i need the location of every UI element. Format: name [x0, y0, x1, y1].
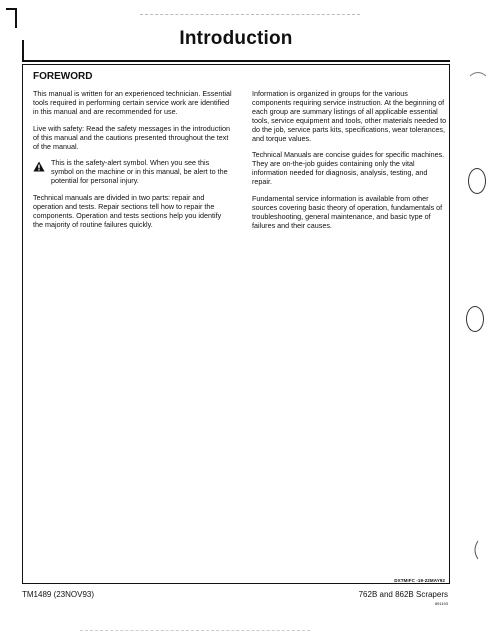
page-code: 891193 — [434, 601, 448, 606]
corner-mark-icon — [5, 6, 19, 30]
left-paragraph-1: This manual is written for an experienced technician. Essential tools required in performing certain service work are identified in this manual and are recommended for use. — [33, 89, 232, 116]
right-paragraph-2: Technical Manuals are concise guides for specific machines. They are on-the-job guides containing only the vital information needed for diagnosis, analysis, testing, and repair. — [252, 150, 445, 187]
binder-mark-icon — [469, 70, 487, 78]
left-paragraph-3: Technical manuals are divided in two parts: repair and operation and tests. Repair sections tell how to repair the components. Operation and tests sections help you identify the majority of routine failures quickly. — [33, 193, 222, 229]
page-title: Introduction — [179, 28, 293, 49]
left-column — [33, 90, 233, 238]
scan-artifact-top — [140, 14, 360, 15]
reference-code: DXTMIFC -19-22MAY92 — [394, 578, 445, 583]
product-name: 762B and 862B Scrapers — [358, 590, 448, 599]
binder-hole-icon — [466, 306, 484, 332]
left-paragraph-2: Live with safety: Read the safety messages in the introduction of this manual and the cautions presented throughout the text of the manual. — [33, 123, 230, 151]
binder-hole-icon — [468, 168, 486, 194]
right-paragraph-1: Information is organized in groups for the various components requiring service instruction. At the beginning of each group are summary listings of all applicable essential tools, service equipment and tools, other materials needed to do the job, service parts kits, specifications, wear tolerances, and torque values. — [252, 89, 447, 143]
safety-alert-text: This is the safety-alert symbol. When you see this symbol on the machine or in this manual, be alert to the potential for personal injury. — [51, 158, 228, 186]
manual-id: TM1489 (23NOV93) — [22, 590, 95, 599]
safety-alert-block — [33, 159, 233, 186]
right-column — [252, 90, 448, 239]
scan-artifact-bottom — [80, 630, 310, 631]
title-rule-horizontal — [22, 60, 450, 62]
section-heading: FOREWORD — [33, 71, 93, 82]
binder-mark-icon — [469, 540, 487, 560]
safety-alert-triangle-icon — [33, 161, 45, 172]
right-paragraph-3: Fundamental service information is available from other sources covering basic theory of operation, fundamentals of troubleshooting, general maintenance, and basic type of failures and their causes. — [252, 194, 443, 230]
